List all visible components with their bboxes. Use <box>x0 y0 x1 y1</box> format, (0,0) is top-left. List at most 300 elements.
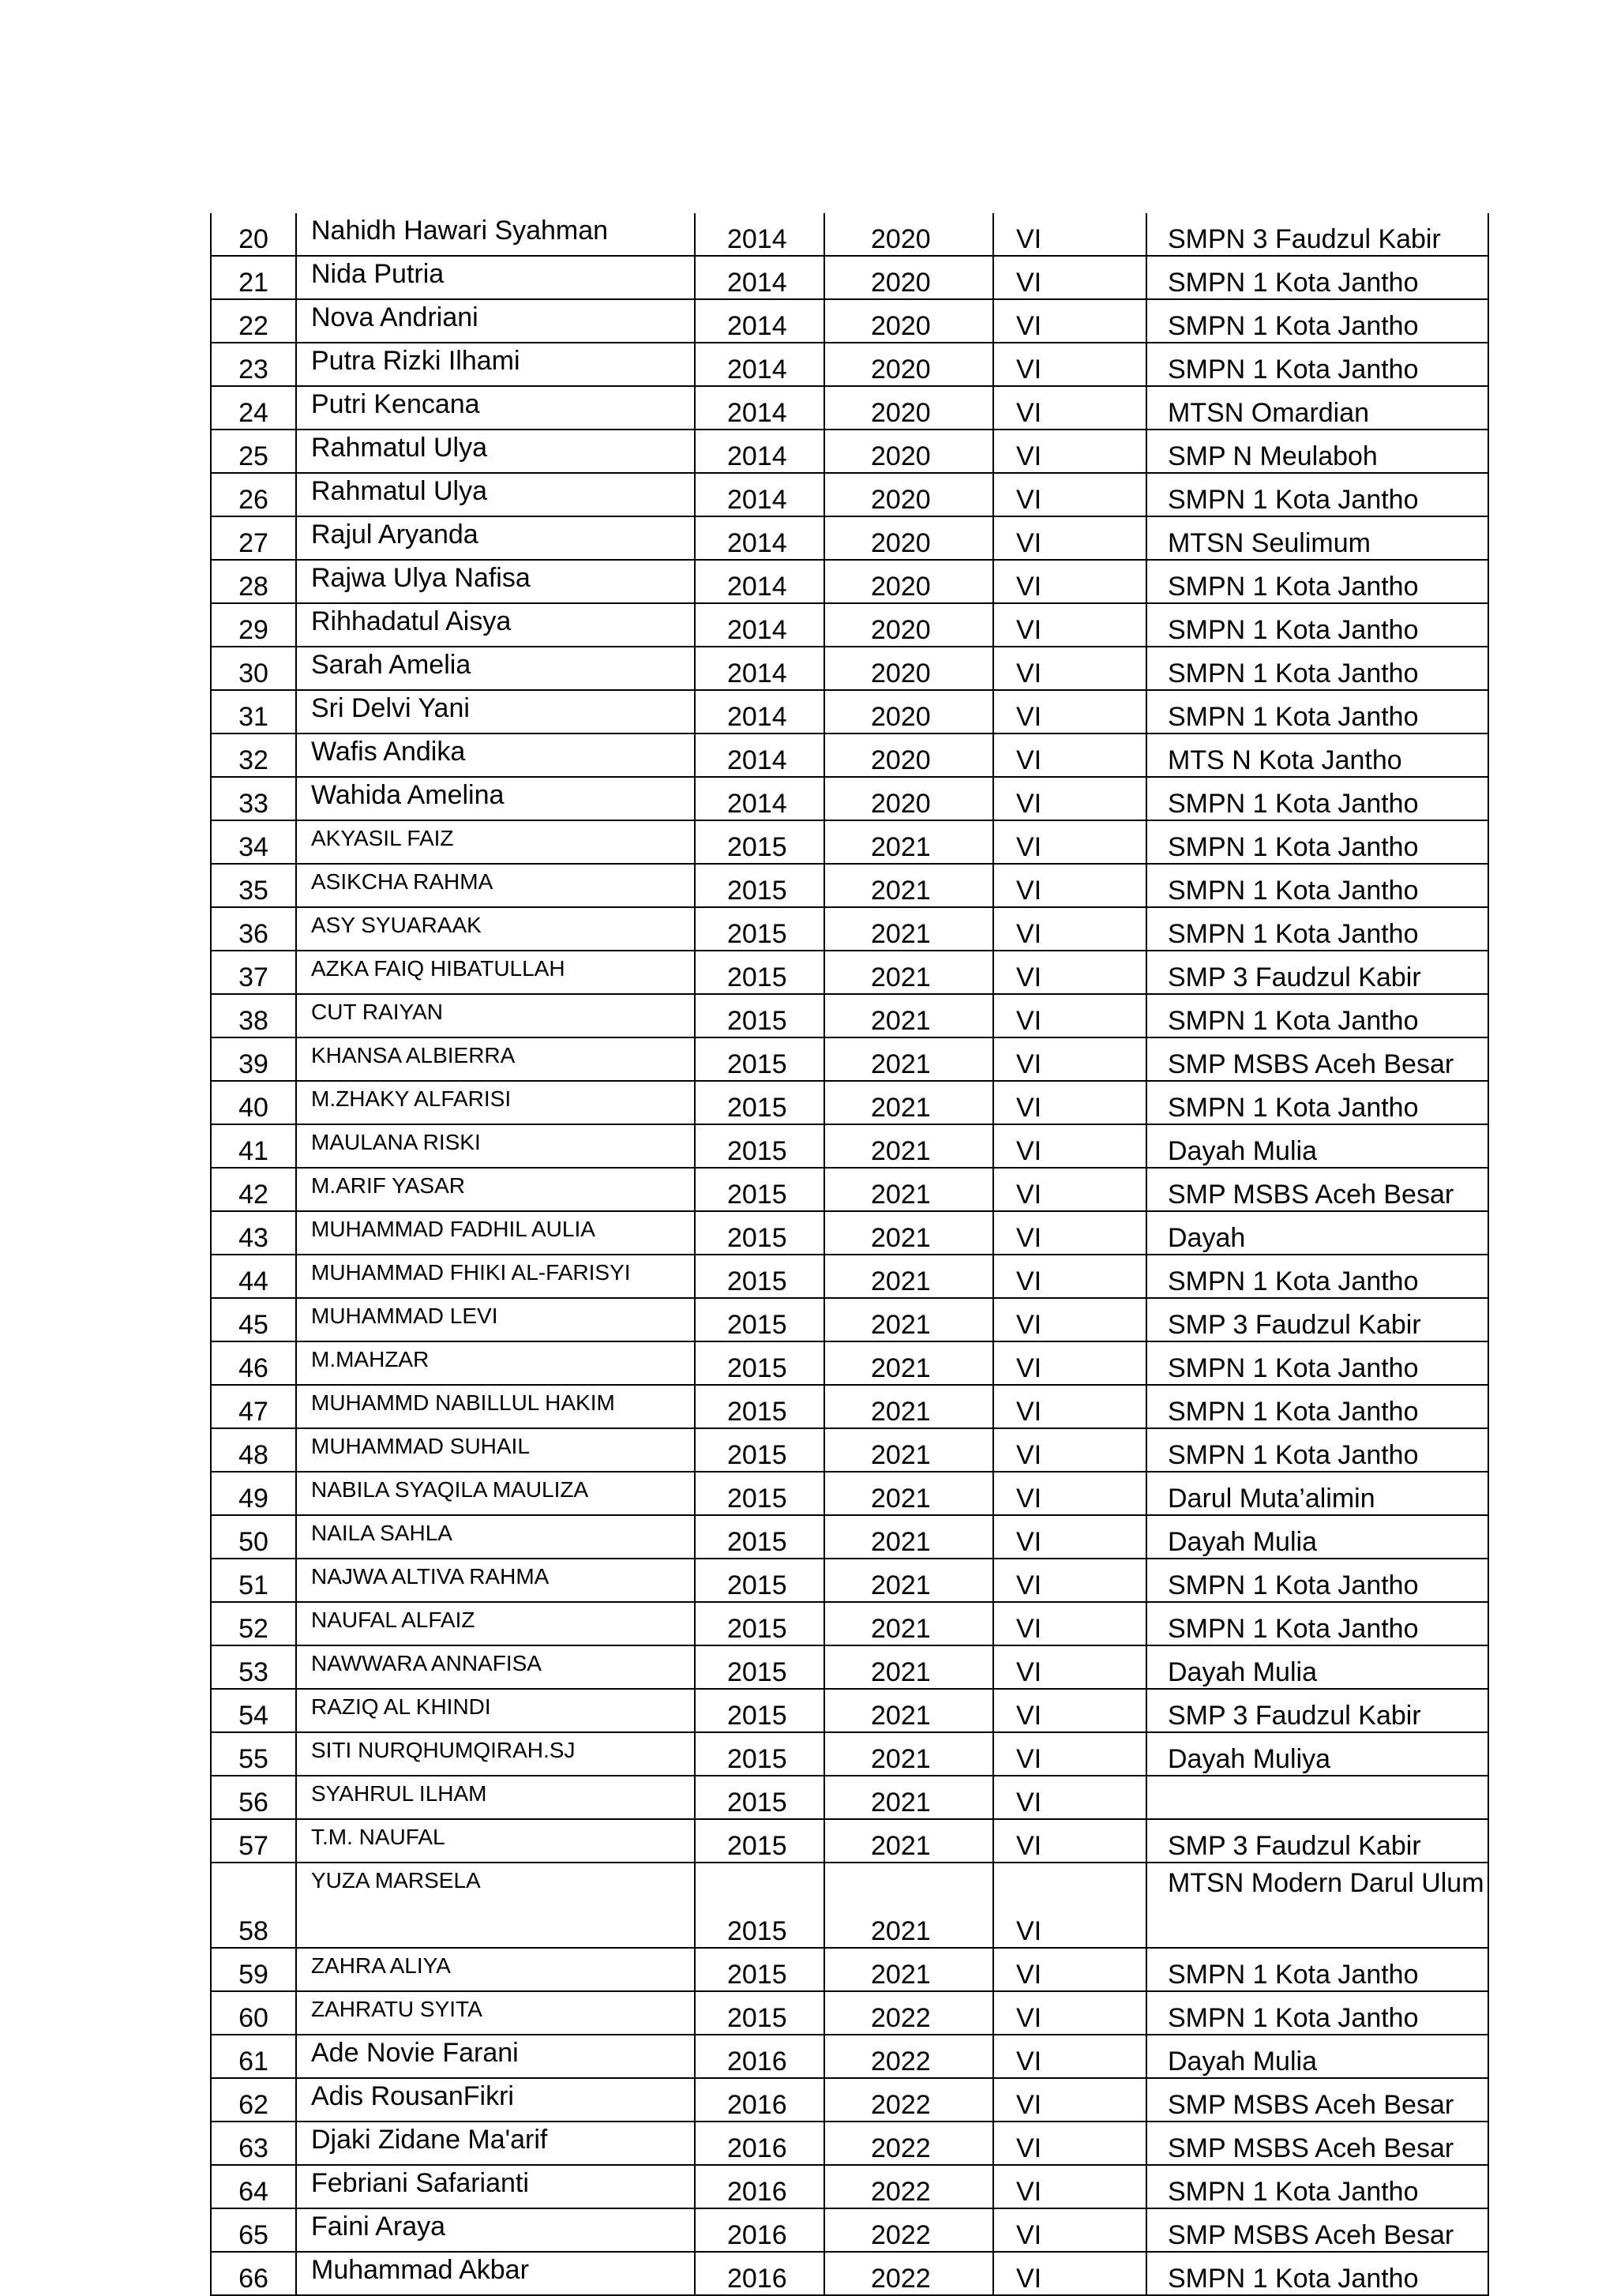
row-number: 32 <box>211 733 296 777</box>
row-number: 45 <box>211 1298 296 1341</box>
class-level: VI <box>993 473 1146 516</box>
entry-year: 2014 <box>695 473 824 516</box>
student-name: Djaki Zidane Ma'arif <box>296 2122 695 2165</box>
next-school: SMP 3 Faudzul Kabir <box>1146 1819 1488 1863</box>
next-school: Darul Muta’alimin <box>1146 1472 1488 1515</box>
class-level: VI <box>993 603 1146 647</box>
entry-year: 2015 <box>695 994 824 1037</box>
row-number: 39 <box>211 1037 296 1081</box>
next-school: SMPN 1 Kota Jantho <box>1146 820 1488 864</box>
next-school: SMPN 1 Kota Jantho <box>1146 473 1488 516</box>
student-name: AZKA FAIQ HIBATULLAH <box>296 951 695 994</box>
graduation-year: 2022 <box>824 2122 993 2165</box>
table-row <box>211 1428 1488 1472</box>
graduation-year: 2020 <box>824 603 993 647</box>
student-name: T.M. NAUFAL <box>296 1819 695 1863</box>
table-row <box>211 733 1488 777</box>
row-number: 60 <box>211 1991 296 2035</box>
entry-year: 2015 <box>695 1341 824 1385</box>
student-name: Nova Andriani <box>296 299 695 343</box>
entry-year: 2014 <box>695 213 824 256</box>
table-row <box>211 1819 1488 1863</box>
row-number: 28 <box>211 560 296 603</box>
graduation-year: 2020 <box>824 733 993 777</box>
row-number: 58 <box>211 1863 296 1948</box>
row-number: 64 <box>211 2165 296 2208</box>
graduation-year: 2021 <box>824 1081 993 1124</box>
class-level: VI <box>993 1559 1146 1602</box>
student-name: Muhammad Akbar <box>296 2252 695 2295</box>
student-name: MUHAMMAD FADHIL AULIA <box>296 1211 695 1255</box>
row-number: 38 <box>211 994 296 1037</box>
class-level: VI <box>993 994 1146 1037</box>
next-school: SMPN 1 Kota Jantho <box>1146 1255 1488 1298</box>
graduation-year: 2021 <box>824 1559 993 1602</box>
student-name: MUHAMMD NABILLUL HAKIM <box>296 1385 695 1428</box>
student-name: ASIKCHA RAHMA <box>296 864 695 907</box>
student-name: Wafis Andika <box>296 733 695 777</box>
graduation-year: 2022 <box>824 2035 993 2078</box>
graduation-year: 2021 <box>824 907 993 951</box>
graduation-year: 2021 <box>824 1863 993 1948</box>
graduation-year: 2021 <box>824 1602 993 1645</box>
class-level: VI <box>993 1472 1146 1515</box>
row-number: 29 <box>211 603 296 647</box>
next-school: Dayah Mulia <box>1146 1645 1488 1689</box>
row-number: 65 <box>211 2208 296 2252</box>
entry-year: 2015 <box>695 907 824 951</box>
table-row <box>211 2165 1488 2208</box>
row-number: 34 <box>211 820 296 864</box>
entry-year: 2015 <box>695 1776 824 1819</box>
student-name: MUHAMMAD FHIKI AL-FARISYI <box>296 1255 695 1298</box>
entry-year: 2015 <box>695 1298 824 1341</box>
entry-year: 2016 <box>695 2035 824 2078</box>
row-number: 42 <box>211 1168 296 1211</box>
table-row <box>211 1948 1488 1991</box>
next-school: SMP 3 Faudzul Kabir <box>1146 1298 1488 1341</box>
next-school: SMP MSBS Aceh Besar <box>1146 1037 1488 1081</box>
table-row <box>211 2252 1488 2295</box>
table-row <box>211 1168 1488 1211</box>
student-name: Nida Putria <box>296 256 695 299</box>
graduation-year: 2020 <box>824 516 993 560</box>
student-name: Faini Araya <box>296 2208 695 2252</box>
student-name: ASY SYUARAAK <box>296 907 695 951</box>
class-level: VI <box>993 864 1146 907</box>
student-name: Adis RousanFikri <box>296 2078 695 2122</box>
table-row <box>211 1863 1488 1948</box>
row-number: 59 <box>211 1948 296 1991</box>
table-row <box>211 299 1488 343</box>
entry-year: 2014 <box>695 343 824 386</box>
row-number: 50 <box>211 1515 296 1559</box>
next-school: SMPN 1 Kota Jantho <box>1146 299 1488 343</box>
next-school: SMPN 1 Kota Jantho <box>1146 1602 1488 1645</box>
next-school: SMPN 1 Kota Jantho <box>1146 560 1488 603</box>
row-number: 46 <box>211 1341 296 1385</box>
table-row <box>211 2078 1488 2122</box>
student-name: NAILA SAHLA <box>296 1515 695 1559</box>
table-row <box>211 647 1488 690</box>
row-number: 51 <box>211 1559 296 1602</box>
next-school: SMPN 1 Kota Jantho <box>1146 690 1488 733</box>
table-row <box>211 820 1488 864</box>
row-number: 41 <box>211 1124 296 1168</box>
entry-year: 2015 <box>695 1081 824 1124</box>
table-row <box>211 994 1488 1037</box>
next-school: SMPN 1 Kota Jantho <box>1146 647 1488 690</box>
class-level: VI <box>993 1341 1146 1385</box>
row-number: 61 <box>211 2035 296 2078</box>
row-number: 27 <box>211 516 296 560</box>
student-name: Nahidh Hawari Syahman <box>296 213 695 256</box>
table-row <box>211 1255 1488 1298</box>
entry-year: 2015 <box>695 1689 824 1732</box>
entry-year: 2014 <box>695 733 824 777</box>
row-number: 56 <box>211 1776 296 1819</box>
row-number: 35 <box>211 864 296 907</box>
row-number: 24 <box>211 386 296 430</box>
class-level: VI <box>993 1081 1146 1124</box>
class-level: VI <box>993 2252 1146 2295</box>
next-school: SMP 3 Faudzul Kabir <box>1146 1689 1488 1732</box>
graduation-year: 2021 <box>824 1732 993 1776</box>
class-level: VI <box>993 1168 1146 1211</box>
graduation-year: 2020 <box>824 213 993 256</box>
entry-year: 2015 <box>695 1385 824 1428</box>
table-row <box>211 1559 1488 1602</box>
row-number: 25 <box>211 430 296 473</box>
next-school: Dayah Mulia <box>1146 1515 1488 1559</box>
table-row <box>211 2035 1488 2078</box>
graduation-year: 2020 <box>824 386 993 430</box>
table-row <box>211 2122 1488 2165</box>
table-row <box>211 386 1488 430</box>
entry-year: 2015 <box>695 1515 824 1559</box>
next-school: MTSN Seulimum <box>1146 516 1488 560</box>
graduation-year: 2021 <box>824 820 993 864</box>
row-number: 33 <box>211 777 296 820</box>
entry-year: 2014 <box>695 256 824 299</box>
graduation-year: 2021 <box>824 1385 993 1428</box>
student-name: SYAHRUL ILHAM <box>296 1776 695 1819</box>
entry-year: 2015 <box>695 1168 824 1211</box>
row-number: 54 <box>211 1689 296 1732</box>
row-number: 47 <box>211 1385 296 1428</box>
student-name: NAWWARA ANNAFISA <box>296 1645 695 1689</box>
entry-year: 2014 <box>695 386 824 430</box>
next-school: SMPN 1 Kota Jantho <box>1146 1559 1488 1602</box>
next-school: SMPN 1 Kota Jantho <box>1146 603 1488 647</box>
graduation-year: 2021 <box>824 1472 993 1515</box>
next-school: SMP MSBS Aceh Besar <box>1146 2122 1488 2165</box>
next-school: SMPN 1 Kota Jantho <box>1146 907 1488 951</box>
entry-year: 2016 <box>695 2165 824 2208</box>
entry-year: 2015 <box>695 1948 824 1991</box>
row-number: 37 <box>211 951 296 994</box>
entry-year: 2015 <box>695 1428 824 1472</box>
entry-year: 2015 <box>695 1472 824 1515</box>
student-name: Sarah Amelia <box>296 647 695 690</box>
class-level: VI <box>993 1037 1146 1081</box>
entry-year: 2014 <box>695 603 824 647</box>
next-school: SMP MSBS Aceh Besar <box>1146 1168 1488 1211</box>
student-name: Rajwa Ulya Nafisa <box>296 560 695 603</box>
student-name: ZAHRA ALIYA <box>296 1948 695 1991</box>
row-number: 30 <box>211 647 296 690</box>
table-row <box>211 1515 1488 1559</box>
row-number: 44 <box>211 1255 296 1298</box>
table-row <box>211 907 1488 951</box>
class-level: VI <box>993 1732 1146 1776</box>
table-row <box>211 473 1488 516</box>
class-level: VI <box>993 1515 1146 1559</box>
row-number: 52 <box>211 1602 296 1645</box>
graduation-year: 2022 <box>824 2208 993 2252</box>
class-level: VI <box>993 386 1146 430</box>
class-level: VI <box>993 2208 1146 2252</box>
entry-year: 2015 <box>695 1991 824 2035</box>
graduation-year: 2021 <box>824 1341 993 1385</box>
class-level: VI <box>993 690 1146 733</box>
student-name: Ade Novie Farani <box>296 2035 695 2078</box>
graduation-year: 2021 <box>824 1211 993 1255</box>
entry-year: 2015 <box>695 864 824 907</box>
row-number: 49 <box>211 1472 296 1515</box>
class-level: VI <box>993 1863 1146 1948</box>
class-level: VI <box>993 1689 1146 1732</box>
class-level: VI <box>993 213 1146 256</box>
student-name: M.ZHAKY ALFARISI <box>296 1081 695 1124</box>
graduation-year: 2021 <box>824 1689 993 1732</box>
table-row <box>211 1472 1488 1515</box>
table-row <box>211 1645 1488 1689</box>
table-row <box>211 256 1488 299</box>
class-level: VI <box>993 1428 1146 1472</box>
class-level: VI <box>993 1124 1146 1168</box>
next-school: MTSN Omardian <box>1146 386 1488 430</box>
entry-year: 2015 <box>695 1732 824 1776</box>
student-name: NAJWA ALTIVA RAHMA <box>296 1559 695 1602</box>
class-level: VI <box>993 2122 1146 2165</box>
class-level: VI <box>993 1298 1146 1341</box>
next-school: SMPN 1 Kota Jantho <box>1146 1341 1488 1385</box>
entry-year: 2014 <box>695 690 824 733</box>
entry-year: 2015 <box>695 1602 824 1645</box>
table-row <box>211 516 1488 560</box>
class-level: VI <box>993 2165 1146 2208</box>
entry-year: 2016 <box>695 2078 824 2122</box>
table-row <box>211 1124 1488 1168</box>
graduation-year: 2021 <box>824 1948 993 1991</box>
student-name: Rahmatul Ulya <box>296 430 695 473</box>
next-school: SMPN 1 Kota Jantho <box>1146 864 1488 907</box>
next-school: SMP MSBS Aceh Besar <box>1146 2208 1488 2252</box>
student-name: CUT RAIYAN <box>296 994 695 1037</box>
row-number: 36 <box>211 907 296 951</box>
next-school: Dayah Mulia <box>1146 1124 1488 1168</box>
next-school: SMPN 3 Faudzul Kabir <box>1146 213 1488 256</box>
class-level: VI <box>993 343 1146 386</box>
table-row <box>211 777 1488 820</box>
student-name: Febriani Safarianti <box>296 2165 695 2208</box>
table-row <box>211 864 1488 907</box>
row-number: 22 <box>211 299 296 343</box>
entry-year: 2015 <box>695 1645 824 1689</box>
student-name: SITI NURQHUMQIRAH.SJ <box>296 1732 695 1776</box>
next-school: MTS N Kota Jantho <box>1146 733 1488 777</box>
table-row <box>211 690 1488 733</box>
student-name: MUHAMMAD SUHAIL <box>296 1428 695 1472</box>
class-level: VI <box>993 1991 1146 2035</box>
table-row <box>211 343 1488 386</box>
student-name: Putra Rizki Ilhami <box>296 343 695 386</box>
student-name: MAULANA RISKI <box>296 1124 695 1168</box>
class-level: VI <box>993 299 1146 343</box>
graduation-year: 2021 <box>824 1776 993 1819</box>
row-number: 63 <box>211 2122 296 2165</box>
graduation-year: 2022 <box>824 1991 993 2035</box>
class-level: VI <box>993 647 1146 690</box>
row-number: 43 <box>211 1211 296 1255</box>
entry-year: 2016 <box>695 2208 824 2252</box>
graduation-year: 2021 <box>824 1255 993 1298</box>
class-level: VI <box>993 1948 1146 1991</box>
graduation-year: 2020 <box>824 473 993 516</box>
class-level: VI <box>993 907 1146 951</box>
class-level: VI <box>993 516 1146 560</box>
student-name: Sri Delvi Yani <box>296 690 695 733</box>
student-table-body <box>211 213 1488 2295</box>
student-name: M.ARIF YASAR <box>296 1168 695 1211</box>
entry-year: 2015 <box>695 1863 824 1948</box>
entry-year: 2014 <box>695 516 824 560</box>
class-level: VI <box>993 1255 1146 1298</box>
entry-year: 2014 <box>695 299 824 343</box>
row-number: 62 <box>211 2078 296 2122</box>
row-number: 31 <box>211 690 296 733</box>
graduation-year: 2022 <box>824 2078 993 2122</box>
next-school: Dayah Mulia <box>1146 2035 1488 2078</box>
class-level: VI <box>993 820 1146 864</box>
student-name: M.MAHZAR <box>296 1341 695 1385</box>
table-row <box>211 430 1488 473</box>
graduation-year: 2021 <box>824 951 993 994</box>
row-number: 40 <box>211 1081 296 1124</box>
table-row <box>211 1689 1488 1732</box>
student-name: AKYASIL FAIZ <box>296 820 695 864</box>
row-number: 20 <box>211 213 296 256</box>
graduation-year: 2022 <box>824 2252 993 2295</box>
class-level: VI <box>993 2035 1146 2078</box>
graduation-year: 2022 <box>824 2165 993 2208</box>
class-level: VI <box>993 777 1146 820</box>
graduation-year: 2021 <box>824 1037 993 1081</box>
row-number: 53 <box>211 1645 296 1689</box>
class-level: VI <box>993 1211 1146 1255</box>
graduation-year: 2021 <box>824 994 993 1037</box>
class-level: VI <box>993 256 1146 299</box>
graduation-year: 2021 <box>824 1819 993 1863</box>
graduation-year: 2020 <box>824 299 993 343</box>
next-school: SMPN 1 Kota Jantho <box>1146 2165 1488 2208</box>
student-name: MUHAMMAD LEVI <box>296 1298 695 1341</box>
next-school: SMPN 1 Kota Jantho <box>1146 343 1488 386</box>
graduation-year: 2021 <box>824 1298 993 1341</box>
student-name: Rajul Aryanda <box>296 516 695 560</box>
table-row <box>211 1211 1488 1255</box>
table-row <box>211 2208 1488 2252</box>
entry-year: 2015 <box>695 951 824 994</box>
class-level: VI <box>993 733 1146 777</box>
entry-year: 2015 <box>695 1211 824 1255</box>
graduation-year: 2020 <box>824 430 993 473</box>
graduation-year: 2021 <box>824 1124 993 1168</box>
row-number: 66 <box>211 2252 296 2295</box>
entry-year: 2015 <box>695 1124 824 1168</box>
table-row <box>211 1081 1488 1124</box>
next-school: SMPN 1 Kota Jantho <box>1146 1428 1488 1472</box>
student-name: Putri Kencana <box>296 386 695 430</box>
student-table <box>210 213 1489 2296</box>
row-number: 26 <box>211 473 296 516</box>
graduation-year: 2020 <box>824 777 993 820</box>
next-school: SMPN 1 Kota Jantho <box>1146 256 1488 299</box>
class-level: VI <box>993 1819 1146 1863</box>
next-school: SMPN 1 Kota Jantho <box>1146 1991 1488 2035</box>
student-name: RAZIQ AL KHINDI <box>296 1689 695 1732</box>
table-row <box>211 560 1488 603</box>
graduation-year: 2020 <box>824 647 993 690</box>
entry-year: 2014 <box>695 777 824 820</box>
row-number: 48 <box>211 1428 296 1472</box>
class-level: VI <box>993 951 1146 994</box>
next-school: SMPN 1 Kota Jantho <box>1146 1385 1488 1428</box>
next-school: Dayah <box>1146 1211 1488 1255</box>
entry-year: 2014 <box>695 560 824 603</box>
class-level: VI <box>993 1385 1146 1428</box>
entry-year: 2015 <box>695 1559 824 1602</box>
table-row <box>211 1341 1488 1385</box>
entry-year: 2016 <box>695 2122 824 2165</box>
table-row <box>211 951 1488 994</box>
student-name: Rahmatul Ulya <box>296 473 695 516</box>
class-level: VI <box>993 1645 1146 1689</box>
table-row <box>211 1732 1488 1776</box>
entry-year: 2015 <box>695 820 824 864</box>
entry-year: 2014 <box>695 647 824 690</box>
entry-year: 2015 <box>695 1037 824 1081</box>
row-number: 55 <box>211 1732 296 1776</box>
student-name: YUZA MARSELA <box>296 1863 695 1948</box>
table-row <box>211 213 1488 256</box>
entry-year: 2015 <box>695 1255 824 1298</box>
next-school: SMPN 1 Kota Jantho <box>1146 2252 1488 2295</box>
next-school: SMPN 1 Kota Jantho <box>1146 1081 1488 1124</box>
table-row <box>211 1776 1488 1819</box>
next-school: SMP 3 Faudzul Kabir <box>1146 951 1488 994</box>
graduation-year: 2021 <box>824 1645 993 1689</box>
graduation-year: 2021 <box>824 1515 993 1559</box>
table-row <box>211 1602 1488 1645</box>
class-level: VI <box>993 1776 1146 1819</box>
graduation-year: 2021 <box>824 1428 993 1472</box>
student-name: NABILA SYAQILA MAULIZA <box>296 1472 695 1515</box>
student-name: Rihhadatul Aisya <box>296 603 695 647</box>
row-number: 57 <box>211 1819 296 1863</box>
next-school <box>1146 1776 1488 1819</box>
